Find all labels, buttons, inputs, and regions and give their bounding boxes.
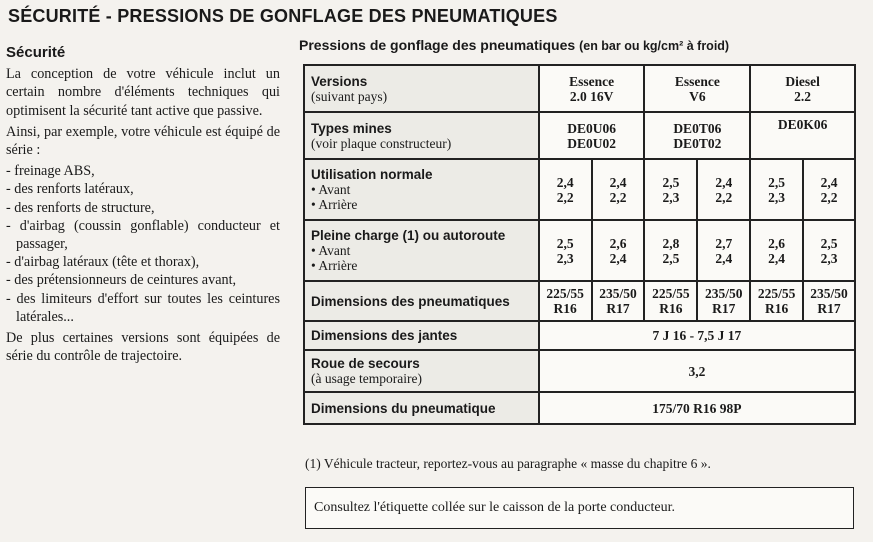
pressure-cell: 2,7 2,4	[697, 220, 750, 281]
versions-header: Versions (suivant pays)	[304, 65, 539, 112]
pressure-cell: 2,6 2,4	[592, 220, 645, 281]
list-item: - d'airbag latéraux (tête et thorax),	[6, 254, 200, 271]
rim-dimensions-value: 7 J 16 - 7,5 J 17	[539, 321, 855, 350]
table-row	[304, 220, 855, 281]
safety-intro: La conception de votre véhicule inclut un certain nombre d'éléments techniques qui optimisent la sécurité tant active que passive.	[6, 66, 280, 119]
safety-section	[6, 44, 280, 368]
list-item: - freinage ABS,	[6, 163, 95, 180]
list-item: - des prétensionneurs de ceintures avant,	[6, 272, 237, 289]
table-row	[304, 112, 855, 159]
pressure-cell: 2,6 2,4	[750, 220, 803, 281]
pressure-cell: 2,4 2,2	[539, 159, 592, 220]
tyre-pressure-table	[303, 64, 856, 425]
table-unit: (en bar ou kg/cm² à froid)	[579, 39, 730, 53]
list-item: - des limiteurs d'effort sur toutes les ceintures latérales...	[6, 290, 280, 325]
pressure-cell: 2,4 2,2	[592, 159, 645, 220]
table-title-text: Pressions de gonflage des pneumatiques	[299, 37, 576, 53]
door-label-note: Consultez l'étiquette collée sur le caisson de la porte conducteur.	[305, 487, 854, 529]
normal-use-header: Utilisation normale • Avant • Arrière	[304, 159, 539, 220]
pressure-cell: 2,4 2,2	[803, 159, 855, 220]
table-row	[304, 65, 855, 112]
version-essence-2-0: Essence 2.0 16V	[539, 65, 645, 112]
type-mine-v6: DE0T06 DE0T02	[644, 112, 750, 159]
tyre-size-cell: 235/50 R17	[803, 281, 855, 321]
spare-wheel-value: 3,2	[539, 350, 855, 392]
table-row	[304, 321, 855, 350]
type-mine-diesel: DE0K06	[750, 112, 855, 159]
equipment-list	[6, 162, 280, 326]
pressure-cell: 2,4 2,2	[697, 159, 750, 220]
table-row	[304, 350, 855, 392]
version-essence-v6: Essence V6	[644, 65, 750, 112]
pressure-cell: 2,5 2,3	[750, 159, 803, 220]
pressure-cell: 2,5 2,3	[803, 220, 855, 281]
safety-equipment-intro: Ainsi, par exemple, votre véhicule est équipé de série :	[6, 123, 280, 159]
pressure-cell: 2,5 2,3	[539, 220, 592, 281]
trajectory-control-note: De plus certaines versions sont équipées de série du contrôle de trajectoire.	[6, 330, 280, 365]
tyre-dimensions-header: Dimensions des pneumatiques	[304, 281, 539, 321]
list-item: - des renforts de structure,	[6, 199, 155, 216]
rim-dimensions-header: Dimensions des jantes	[304, 321, 539, 350]
footnote: (1) Véhicule tracteur, reportez-vous au paragraphe « masse du chapitre 6 ».	[305, 456, 711, 471]
list-item: - d'airbag (coussin gonflable) conducteur et passager,	[6, 217, 280, 253]
table-row	[304, 392, 855, 424]
table-row	[304, 159, 855, 220]
tyre-size-cell: 235/50 R17	[592, 281, 645, 321]
page-title: SÉCURITÉ - PRESSIONS DE GONFLAGE DES PNEUMATIQUES	[8, 6, 558, 26]
type-mine-2-0: DE0U06 DE0U02	[539, 112, 645, 159]
table-row	[304, 281, 855, 321]
spare-wheel-header: Roue de secours (à usage temporaire)	[304, 350, 539, 392]
spare-tyre-value: 175/70 R16 98P	[539, 392, 855, 424]
spare-tyre-header: Dimensions du pneumatique	[304, 392, 539, 424]
full-load-header: Pleine charge (1) ou autoroute • Avant • Arrière	[304, 220, 539, 281]
tyre-size-cell: 235/50 R17	[697, 281, 750, 321]
pressure-cell: 2,8 2,5	[644, 220, 697, 281]
tyre-size-cell: 225/55 R16	[644, 281, 697, 321]
pressure-cell: 2,5 2,3	[644, 159, 697, 220]
tyre-size-cell: 225/55 R16	[539, 281, 592, 321]
safety-heading: Sécurité	[6, 44, 66, 61]
version-diesel-2-2: Diesel 2.2	[750, 65, 855, 112]
tyre-size-cell: 225/55 R16	[750, 281, 803, 321]
types-header: Types mines (voir plaque constructeur)	[304, 112, 539, 159]
table-title	[299, 37, 729, 53]
list-item: - des renforts latéraux,	[6, 181, 134, 198]
